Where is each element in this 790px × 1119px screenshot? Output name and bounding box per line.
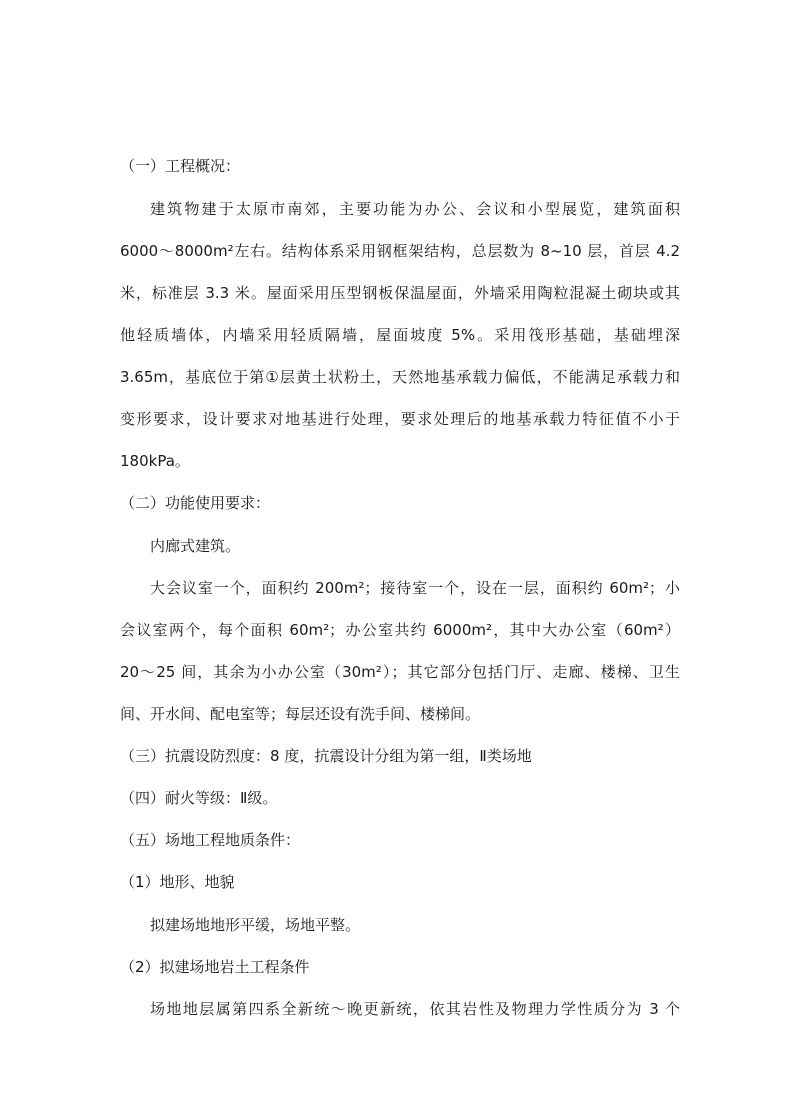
paragraph-line: 180kPa。 bbox=[120, 452, 190, 470]
subheading-terrain: （1）地形、地貌 bbox=[120, 873, 235, 891]
paragraph-line: 3.65m，基底位于第①层黄土状粉土，天然地基承载力偏低，不能满足承载力和 bbox=[120, 368, 680, 386]
paragraph-line: 变形要求，设计要求对地基进行处理，要求处理后的地基承载力特征值不小于 bbox=[120, 410, 680, 428]
paragraph-line: 6000～8000m²左右。结构体系采用钢框架结构，总层数为 8~10 层，首层 4.2 bbox=[120, 242, 680, 260]
heading-geology: （五）场地工程地质条件： bbox=[120, 831, 301, 849]
subheading-soil-conditions: （2）拟建场地岩土工程条件 bbox=[120, 958, 310, 976]
paragraph-line: 建筑物建于太原市南郊，主要功能为办公、会议和小型展览，建筑面积 bbox=[150, 200, 680, 218]
paragraph-line: 间、开水间、配电室等；每层还设有洗手间、楼梯间。 bbox=[120, 705, 481, 723]
heading-project-overview: （一）工程概况： bbox=[120, 157, 241, 175]
paragraph-line: 场地地层属第四系全新统～晚更新统，依其岩性及物理力学性质分为 3 个 bbox=[150, 1000, 680, 1018]
heading-seismic: （三）抗震设防烈度：8 度，抗震设计分组为第一组，Ⅱ类场地 bbox=[120, 747, 532, 765]
paragraph-line: 米，标准层 3.3 米。屋面采用压型钢板保温屋面，外墙采用陶粒混凝土砌块或其 bbox=[120, 284, 680, 302]
paragraph-line: 会议室两个，每个面积 60m²；办公室共约 6000m²，其中大办公室（60m²） bbox=[120, 621, 680, 639]
heading-function-requirements: （二）功能使用要求： bbox=[120, 494, 271, 512]
heading-fire-rating: （四）耐火等级：Ⅱ级。 bbox=[120, 789, 278, 807]
paragraph-line: 他轻质墙体，内墙采用轻质隔墙，屋面坡度 5%。采用筏形基础，基础埋深 bbox=[120, 326, 680, 344]
paragraph-line: 拟建场地地形平缓，场地平整。 bbox=[150, 916, 361, 934]
paragraph-line: 内廊式建筑。 bbox=[150, 537, 241, 555]
paragraph-line: 大会议室一个，面积约 200m²；接待室一个，设在一层，面积约 60m²；小 bbox=[150, 579, 680, 597]
paragraph-line: 20～25 间，其余为小办公室（30m²）；其它部分包括门厅、走廊、楼梯、卫生 bbox=[120, 663, 680, 681]
